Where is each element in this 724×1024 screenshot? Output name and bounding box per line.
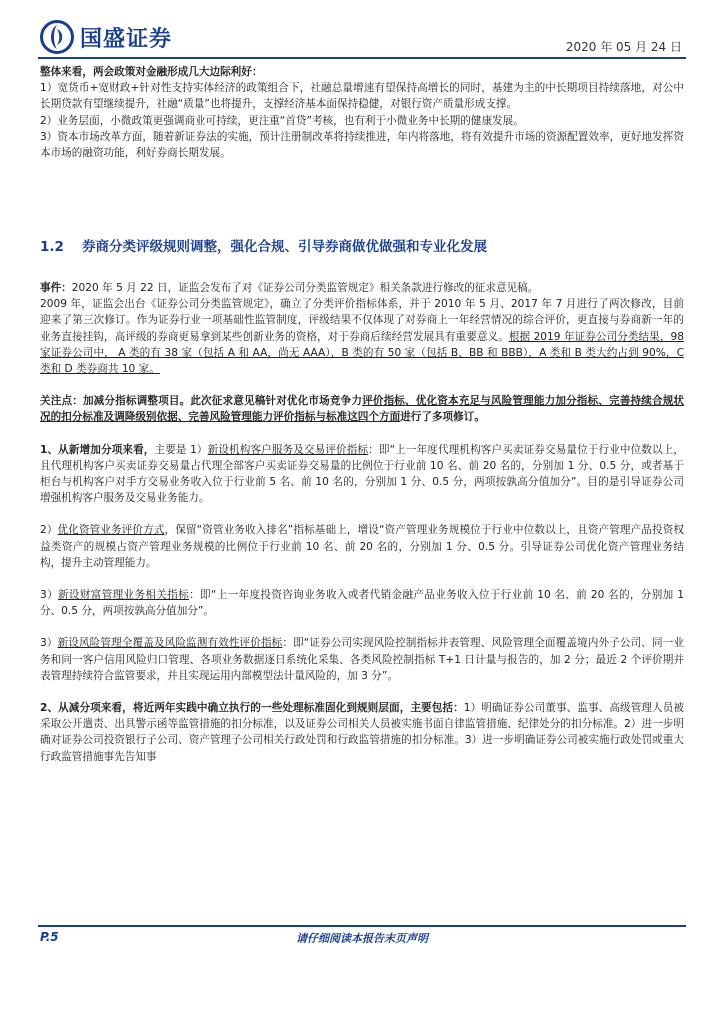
add-item-2-title: 优化资管业务评价方式 [57, 524, 165, 537]
add-items-paragraph-4 [40, 635, 684, 684]
add-item-1-text: ：即“上一年度代理机构客户买卖证券交易量位于行业中位数以上，且代理机构客户买卖证券交易量占代理全部客户买卖证券交易量的比例位于行业前 10 名、前 20 名的，分别加 1 分、0.5 分，或者基于柜台与机构客户对手方交易业务收入位于行业前 5 名、前 10 名的，分别加 1 分、0.5 分，两项按孰高分值加分”。目的是引导证券公司增强机构客户服务及交易业务能力。 [40, 443, 685, 505]
report-date: 2020 年 05 月 24 日 [565, 40, 682, 54]
focus-lead: 关注点：加减分指标调整项目。 [40, 395, 191, 408]
add-item-4-text: ：即“证券公司实现风险控制指标并表管理、风险管理全面覆盖境内外子公司、同一业务和同一客户信用风险归口管理、各项业务数据逐日系统化采集、各类风险控制指标 T+1 日计量与报告的，加 2 分；最近 2 个评价期并表管理持续符合监管要求，并且实现运用内部模型法计量风险的，加 3 分”。 [40, 637, 684, 682]
section-heading [40, 236, 684, 258]
focus-paragraph [40, 393, 684, 425]
add-item-3-title: 新设财富管理业务相关指标 [58, 589, 190, 602]
event-text: 2020 年 5 月 22 日，证监会发布了对《证券公司分类监管规定》相关条款进行修改的征求意见稿。 [71, 282, 539, 294]
add-item-1-title: 新设机构客户服务及交易评价指标 [207, 443, 369, 456]
add-item-4-title: 新设风险管理全覆盖及风险监测有效性评价指标 [57, 637, 283, 650]
event-paragraph [40, 280, 684, 296]
add-item-4-pre: 3） [40, 637, 58, 650]
add-item-2-text: ，保留“资管业务收入排名”指标基础上，增设“资产管理业务规模位于行业中位数以上，且资产管理产品投资权益类资产的规模占资产管理业务规模的比例位于行业前 10 名、前 20 名的，分别加 1 分、0.5 分。引导证券公司优化资产管理业务结构，提升主动管理能力。 [40, 524, 684, 569]
history-paragraph [40, 296, 684, 377]
focus-text-a: 此次征求意见稿针对优化市场竞争力 [190, 395, 363, 408]
disclaimer-note: 请仔细阅读本报告末页声明 [296, 932, 428, 945]
page-header [0, 0, 724, 62]
history-text: 2009 年，证监会出台《证券公司分类监管规定》，确立了分类评价指标体系，并于 2010 年 5 月、2017 年 7 月进行了两次修改，目前迎来了第三次修订。作为证券行业一项基础性监管制度，评级结果不仅体现了对券商上一年经营情况的综合评价，更直接与券商新一年的业务直接挂钩，高评级的券商更易拿到某些创新业务的资格，对于券商后续经营发展具有重要意义。 [40, 298, 684, 343]
add-item-2-pre: 2） [40, 524, 58, 537]
summary-lead: 整体来看，两会政策对金融形成几大边际利好： [40, 66, 263, 78]
event-label: 事件： [40, 282, 72, 294]
deduct-items-paragraph [40, 700, 684, 765]
summary-block [40, 64, 684, 161]
section-title: 券商分类评级规则调整，强化合规、引导券商做优做强和专业化发展 [82, 239, 487, 255]
deduct-items-lead: 2、从减分项来看，将近两年实践中确立执行的一些处理标准固化到规则层面，主要包括： [40, 702, 464, 715]
page-footer [0, 925, 724, 955]
summary-point-3: 3）资本市场改革方面，随着新证券法的实施，预计注册制改革将持续推进，年内将落地，将有效提升市场的资源配置效率，更好地发挥资本市场的融资功能，利好券商长期发展。 [40, 130, 684, 160]
add-items-paragraph-1 [40, 442, 684, 507]
main-content [40, 280, 684, 765]
add-items-paragraph-2 [40, 522, 684, 571]
add-item-3-pre: 3） [40, 589, 58, 602]
add-items-lead: 1、从新增加分项来看， [40, 443, 155, 456]
focus-text-b: 进行了多项修订。 [400, 411, 485, 424]
deduct-items-text: 1）明确证券公司董事、监事、高级管理人员被采取公开遣责、出具警示函等监管措施的扣分标准，以及证券公司相关人员被实施书面自律监管措施、纪律处分的扣分标准。2）进一步明确对证券公司投资银行子公司、资产管理子公司相关行政处罚和行政监管措施的扣分标准。3）进一步明确证券公司被实施行政处罚或重大行政监管措施事先告知事 [40, 702, 684, 763]
add-items-intro: 主要是 1） [154, 443, 208, 456]
history-underlined: 根据 2019 年证券公司分类结果，98 家证券公司中， A 类的有 38 家（包括 A 和 AA，尚无 AAA），B 类的有 50 家（包括 B、BB 和 BBB），A 类和 B 类大约占到 90%，C 类和 D 类券商共 10 家。 [40, 330, 684, 376]
summary-point-1: 1）宽货币+宽财政+针对性支持实体经济的政策组合下，社融总量增速有望保持高增长的同时，基建为主的中长期项目持续落地，对公中长期贷款有望继续提升，社融“质量”也将提升，支撑经济基本面保持稳健，对银行资产质量形成支撑。 [40, 82, 684, 111]
brand-logo [40, 20, 172, 54]
footer-divider [38, 925, 686, 927]
add-items-paragraph-3 [40, 587, 684, 619]
brand-name: 国盛证券 [80, 26, 173, 52]
section-number: 1.2 [40, 239, 64, 255]
summary-point-2: 2）业务层面，小微政策更强调商业可持续，更注重“首贷”考核，也有利于小微业务中长期的健康发展。 [40, 114, 524, 127]
guosheng-logo-icon [40, 20, 74, 54]
add-item-3-text: ：即“上一年度投资咨询业务收入或者代销金融产品业务收入位于行业前 10 名、前 20 名的，分别加 1 分、0.5 分，两项按孰高分值加分”。 [40, 589, 684, 618]
page-number: P.5 [40, 930, 59, 944]
focus-underlined: 评价指标、优化资本充足与风险管理能力加分指标、完善持续合规状况的扣分标准及调降级别依据、完善风险管理能力评价指标与标准这四个方面 [40, 395, 685, 424]
header-divider [38, 57, 686, 59]
